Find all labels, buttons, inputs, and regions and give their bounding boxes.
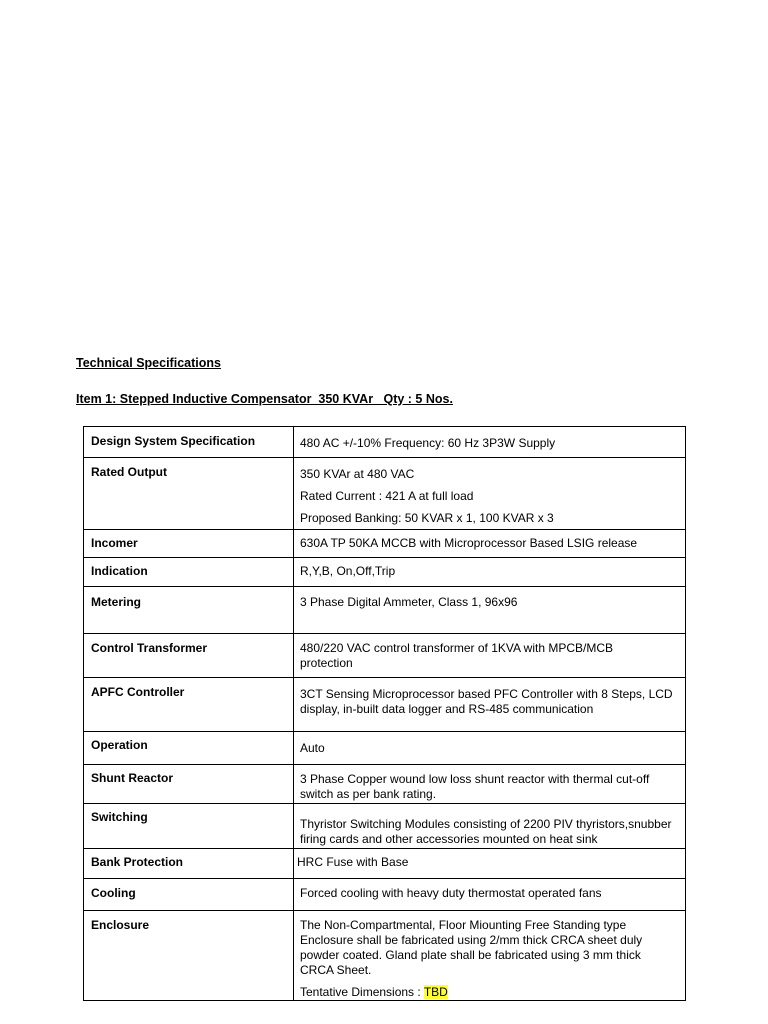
table-row [84, 879, 686, 911]
row-value-line: Thyristor Switching Modules consisting of 2200 PIV thyristors,snubber [300, 817, 672, 831]
row-value-line: R,Y,B, On,Off,Trip [300, 564, 396, 578]
row-label [84, 765, 294, 804]
row-value-line: display, in-built data logger and RS-485 communication [300, 702, 594, 716]
row-label-text: Enclosure [91, 918, 150, 932]
dimensions-value-highlight: TBD [423, 985, 448, 999]
table-row [84, 732, 686, 765]
table-row [84, 765, 686, 804]
row-value [294, 427, 686, 458]
row-label-text: Cooling [91, 886, 136, 900]
row-label [84, 530, 294, 558]
row-value-line: 630A TP 50KA MCCB with Microprocessor Based LSIG release [300, 536, 638, 550]
table-row [84, 458, 686, 530]
row-label [84, 911, 294, 1001]
table-row [84, 804, 686, 849]
row-label-text: Shunt Reactor [91, 771, 174, 785]
spec-table [83, 426, 686, 1001]
row-label [84, 732, 294, 765]
row-value-line: firing cards and other accessories mounted on heat sink [300, 832, 598, 846]
row-value [294, 911, 686, 1001]
row-value [294, 530, 686, 558]
row-label-text: Rated Output [91, 465, 167, 479]
row-label-text: Metering [91, 595, 142, 609]
row-value-line: Proposed Banking: 50 KVAR x 1, 100 KVAR x 3 [300, 511, 554, 525]
table-row [84, 634, 686, 678]
dimensions-line [300, 985, 683, 1000]
row-value-line: 3 Phase Digital Ammeter, Class 1, 96x96 [300, 595, 518, 609]
row-label [84, 587, 294, 634]
table-row [84, 911, 686, 1001]
row-label [84, 458, 294, 530]
table-row [84, 427, 686, 458]
row-value [294, 558, 686, 587]
row-label-text: Switching [91, 810, 148, 824]
row-value-line: Rated Current : 421 A at full load [300, 489, 474, 503]
row-value [294, 804, 686, 849]
row-value [294, 678, 686, 732]
row-value-line: 480/220 VAC control transformer of 1KVA with MPCB/MCB [300, 641, 614, 655]
row-value [294, 587, 686, 634]
table-row [84, 587, 686, 634]
row-value [294, 879, 686, 911]
row-label-text: Indication [91, 564, 148, 578]
row-value-line: 480 AC +/-10% Frequency: 60 Hz 3P3W Supply [300, 436, 556, 450]
section-heading: Technical Specifications [76, 356, 221, 370]
row-value-line: powder coated. Gland plate shall be fabricated using 3 mm thick [300, 948, 641, 962]
row-label [84, 678, 294, 732]
row-value-line: Forced cooling with heavy duty thermostat operated fans [300, 886, 602, 900]
row-label-text: Bank Protection [91, 855, 184, 869]
table-row [84, 530, 686, 558]
row-value [294, 732, 686, 765]
row-label-text: Operation [91, 738, 148, 752]
row-label-text: Control Transformer [91, 641, 208, 655]
row-value-line: protection [300, 656, 353, 670]
table-row [84, 849, 686, 879]
table-row [84, 678, 686, 732]
row-label [84, 804, 294, 849]
row-label [84, 634, 294, 678]
row-label-text: APFC Controller [91, 685, 185, 699]
row-value [294, 634, 686, 678]
row-label [84, 427, 294, 458]
row-value-line: CRCA Sheet. [300, 963, 372, 977]
row-label [84, 879, 294, 911]
item-title: Item 1: Stepped Inductive Compensator 350 KVAr Qty : 5 Nos. [76, 392, 453, 406]
row-value [294, 849, 686, 879]
row-value-line: switch as per bank rating. [300, 787, 437, 801]
row-value-line: 350 KVAr at 480 VAC [300, 467, 415, 481]
table-row [84, 558, 686, 587]
row-value [294, 765, 686, 804]
row-label [84, 558, 294, 587]
row-value-line: The Non-Compartmental, Floor Miounting Free Standing type [300, 918, 627, 932]
row-value [294, 458, 686, 530]
row-value-line: HRC Fuse with Base [297, 855, 409, 869]
row-value-line: 3CT Sensing Microprocessor based PFC Controller with 8 Steps, LCD [300, 687, 673, 701]
row-value-line: Enclosure shall be fabricated using 2/mm thick CRCA sheet duly [300, 933, 643, 947]
row-label-text: Design System Specification [91, 434, 256, 448]
row-label [84, 849, 294, 879]
row-value-line: 3 Phase Copper wound low loss shunt reactor with thermal cut-off [300, 772, 650, 786]
dimensions-label: Tentative Dimensions : [300, 985, 424, 999]
row-label-text: Incomer [91, 536, 138, 550]
row-value-line: Auto [300, 741, 325, 755]
